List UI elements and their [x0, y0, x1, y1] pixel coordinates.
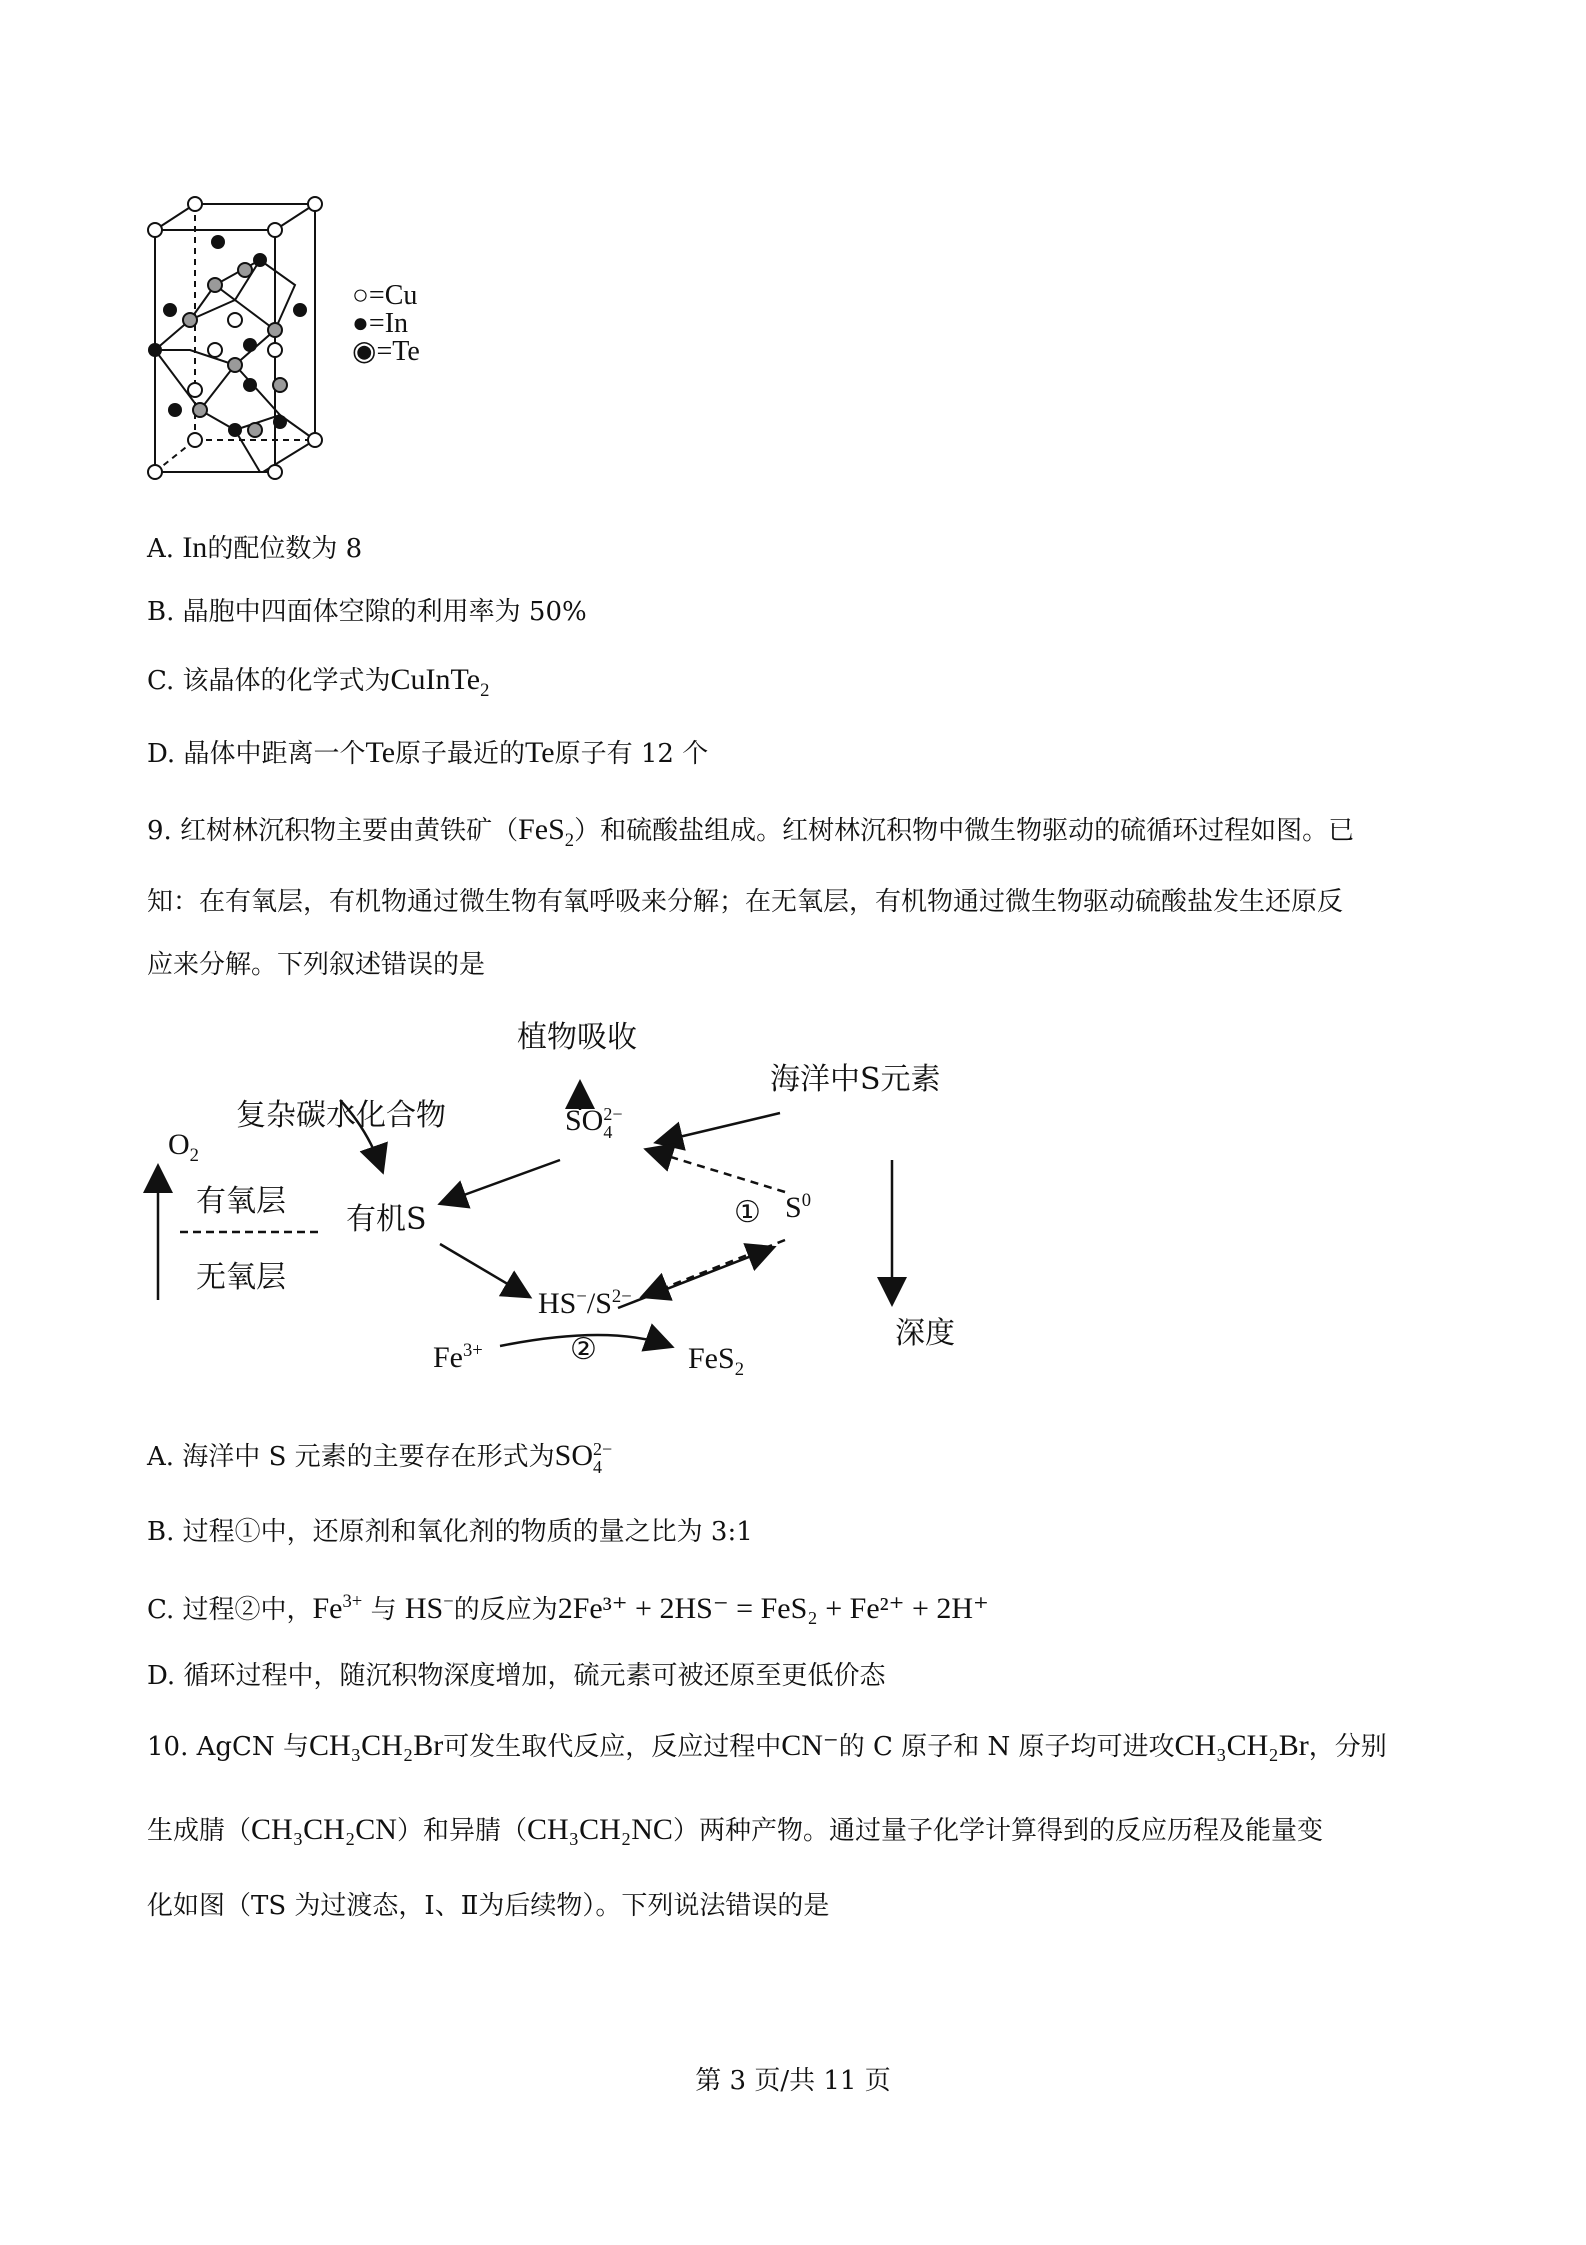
formula-ch3ch2nc: CH₃CH₂NC — [526, 1813, 673, 1846]
option-text: A. 海洋中 S 元素的主要存在形式为 — [147, 1442, 555, 1472]
q10-text-a: 10. AgCN 与 — [147, 1732, 309, 1762]
formula-sup: 3+ — [342, 1591, 363, 1612]
o2-main: O — [168, 1128, 190, 1161]
formula-main: SO — [554, 1439, 594, 1472]
option-text-3: 的反应为 — [453, 1595, 558, 1625]
q9-option-d: D. 循环过程中，随沉积物深度增加，硫元素可被还原至更低价态 — [147, 1661, 886, 1691]
q10-line-1 — [147, 1728, 1387, 1765]
formula-so4 — [554, 1439, 613, 1478]
so4-sup: 2− — [603, 1104, 623, 1125]
s2-main: /S — [586, 1287, 612, 1320]
formula-sub: 4 — [593, 1457, 603, 1478]
formula-te: Te — [365, 736, 396, 769]
diagram-s0 — [785, 1190, 811, 1225]
option-prefix: B. — [147, 597, 175, 627]
formula-ch3ch2br: CH₃CH₂Br — [308, 1729, 444, 1762]
q8-option-b — [147, 594, 587, 630]
formula-te-2: Te — [525, 736, 555, 769]
o2-sub: 2 — [189, 1145, 199, 1166]
s0-main: S — [785, 1191, 802, 1224]
diagram-anaerobic-layer: 无氧层 — [196, 1260, 286, 1295]
formula-sup: 2− — [593, 1439, 613, 1460]
hs-main: HS — [538, 1287, 577, 1320]
option-text: C. 过程②中， — [147, 1595, 313, 1625]
diagram-circle-2: ② — [570, 1332, 597, 1367]
diagram-hs-s2 — [538, 1286, 632, 1321]
fes2-sub: 2 — [734, 1359, 744, 1380]
diagram-circle-1: ① — [734, 1195, 761, 1230]
formula-hs — [405, 1592, 454, 1625]
so4-sub: 4 — [603, 1122, 613, 1143]
diagram-complex-carbs: 复杂碳水化合物 — [236, 1098, 446, 1133]
legend-in-label: =In — [368, 308, 409, 339]
diagram-depth: 深度 — [895, 1316, 955, 1351]
formula-sub: 2 — [564, 830, 575, 851]
te-symbol-icon: ◉ — [352, 336, 377, 367]
q9-line-3: 应来分解。下列叙述错误的是 — [147, 950, 486, 980]
option-text: 晶胞中四面体空隙的利用率为 50% — [182, 597, 587, 627]
in-symbol-icon: ● — [352, 308, 369, 339]
option-prefix: C. — [147, 666, 175, 696]
diagram-sulfate — [565, 1104, 623, 1141]
q10-text-c: 的 C 原子和 N 原子均可进攻 — [838, 1732, 1175, 1762]
diagram-organic-s: 有机S — [346, 1202, 427, 1237]
option-prefix: A. — [147, 534, 175, 564]
option-text: 的配位数为 8 — [207, 534, 363, 564]
diagram-aerobic-layer: 有氧层 — [196, 1184, 286, 1219]
formula-sub: 2 — [480, 680, 490, 701]
option-text: 该晶体的化学式为 — [182, 666, 391, 696]
q10-text-b: 可发生取代反应，反应过程中 — [443, 1732, 782, 1762]
option-prefix: D. — [147, 739, 176, 769]
option-text-2: 原子最近的 — [395, 739, 526, 769]
q9-text-a: 9. 红树林沉积物主要由黄铁矿（ — [147, 816, 519, 846]
q10-text-g: ）两种产物。通过量子化学计算得到的反应历程及能量变 — [672, 1816, 1323, 1846]
cu-symbol-icon: ○ — [352, 280, 369, 311]
fe3-sup: 3+ — [463, 1340, 483, 1361]
legend-cu — [352, 282, 420, 310]
option-text-3: 原子有 12 个 — [554, 739, 709, 769]
formula-main: FeS — [518, 813, 565, 846]
diagram-ocean-s: 海洋中S元素 — [770, 1062, 941, 1097]
q10-text-f: ）和异腈（ — [396, 1816, 527, 1846]
q10-text-d: ，分别 — [1308, 1732, 1387, 1762]
formula-main: CuInTe — [390, 663, 481, 696]
q10-text-e: 生成腈（ — [147, 1816, 252, 1846]
s0-sup: 0 — [801, 1190, 811, 1211]
formula-fes2 — [518, 813, 575, 851]
fe3-main: Fe — [433, 1341, 463, 1374]
diagram-plant-uptake: 植物吸收 — [517, 1020, 637, 1055]
q9-option-c — [147, 1584, 989, 1628]
legend-in — [352, 310, 420, 338]
formula-cn: CN⁻ — [781, 1729, 839, 1762]
q8-option-a — [147, 530, 362, 567]
option-text: 晶体中距离一个 — [183, 739, 366, 769]
q8-option-c — [147, 662, 489, 709]
q9-option-a — [147, 1438, 612, 1476]
so4-main: SO — [565, 1104, 604, 1137]
q8-option-d — [147, 735, 708, 772]
reaction-equation: 2Fe³⁺ + 2HS⁻ = FeS₂ + Fe²⁺ + 2H⁺ — [557, 1592, 989, 1625]
formula-main: Fe — [312, 1592, 343, 1625]
hs-sup: − — [576, 1286, 587, 1307]
formula-cuinte2 — [390, 663, 490, 701]
formula-main: HS — [404, 1592, 444, 1625]
crystal-legend — [352, 282, 420, 366]
formula-sup: − — [443, 1591, 454, 1612]
legend-cu-label: =Cu — [368, 280, 418, 311]
formula-ch3ch2cn: CH₃CH₂CN — [251, 1813, 397, 1846]
q10-line-3: 化如图（TS 为过渡态，Ⅰ、Ⅱ为后续物）。下列说法错误的是 — [147, 1891, 830, 1921]
legend-te-label: =Te — [376, 336, 420, 367]
page-footer: 第 3 页/共 11 页 — [695, 2066, 891, 2096]
q9-option-b: B. 过程①中，还原剂和氧化剂的物质的量之比为 3:1 — [147, 1517, 753, 1547]
diagram-o2 — [168, 1128, 199, 1167]
q9-text-b: ）和硫酸盐组成。红树林沉积物中微生物驱动的硫循环过程如图。已 — [574, 816, 1355, 846]
legend-te — [352, 338, 420, 366]
diagram-fes2 — [688, 1342, 744, 1381]
formula-fe3 — [313, 1592, 363, 1625]
s2-sup: 2− — [611, 1286, 632, 1307]
q10-line-2 — [147, 1812, 1323, 1849]
formula-in: In — [182, 531, 208, 564]
fes2-main: FeS — [688, 1342, 735, 1375]
q9-line-1 — [147, 812, 1354, 859]
diagram-fe3 — [433, 1340, 483, 1375]
q9-line-2: 知：在有氧层，有机物通过微生物有氧呼吸来分解；在无氧层，有机物通过微生物驱动硫酸盐发生还原反 — [147, 887, 1344, 917]
formula-ch3ch2br-2: CH₃CH₂Br — [1174, 1729, 1309, 1762]
option-text-2: 与 — [370, 1595, 397, 1625]
